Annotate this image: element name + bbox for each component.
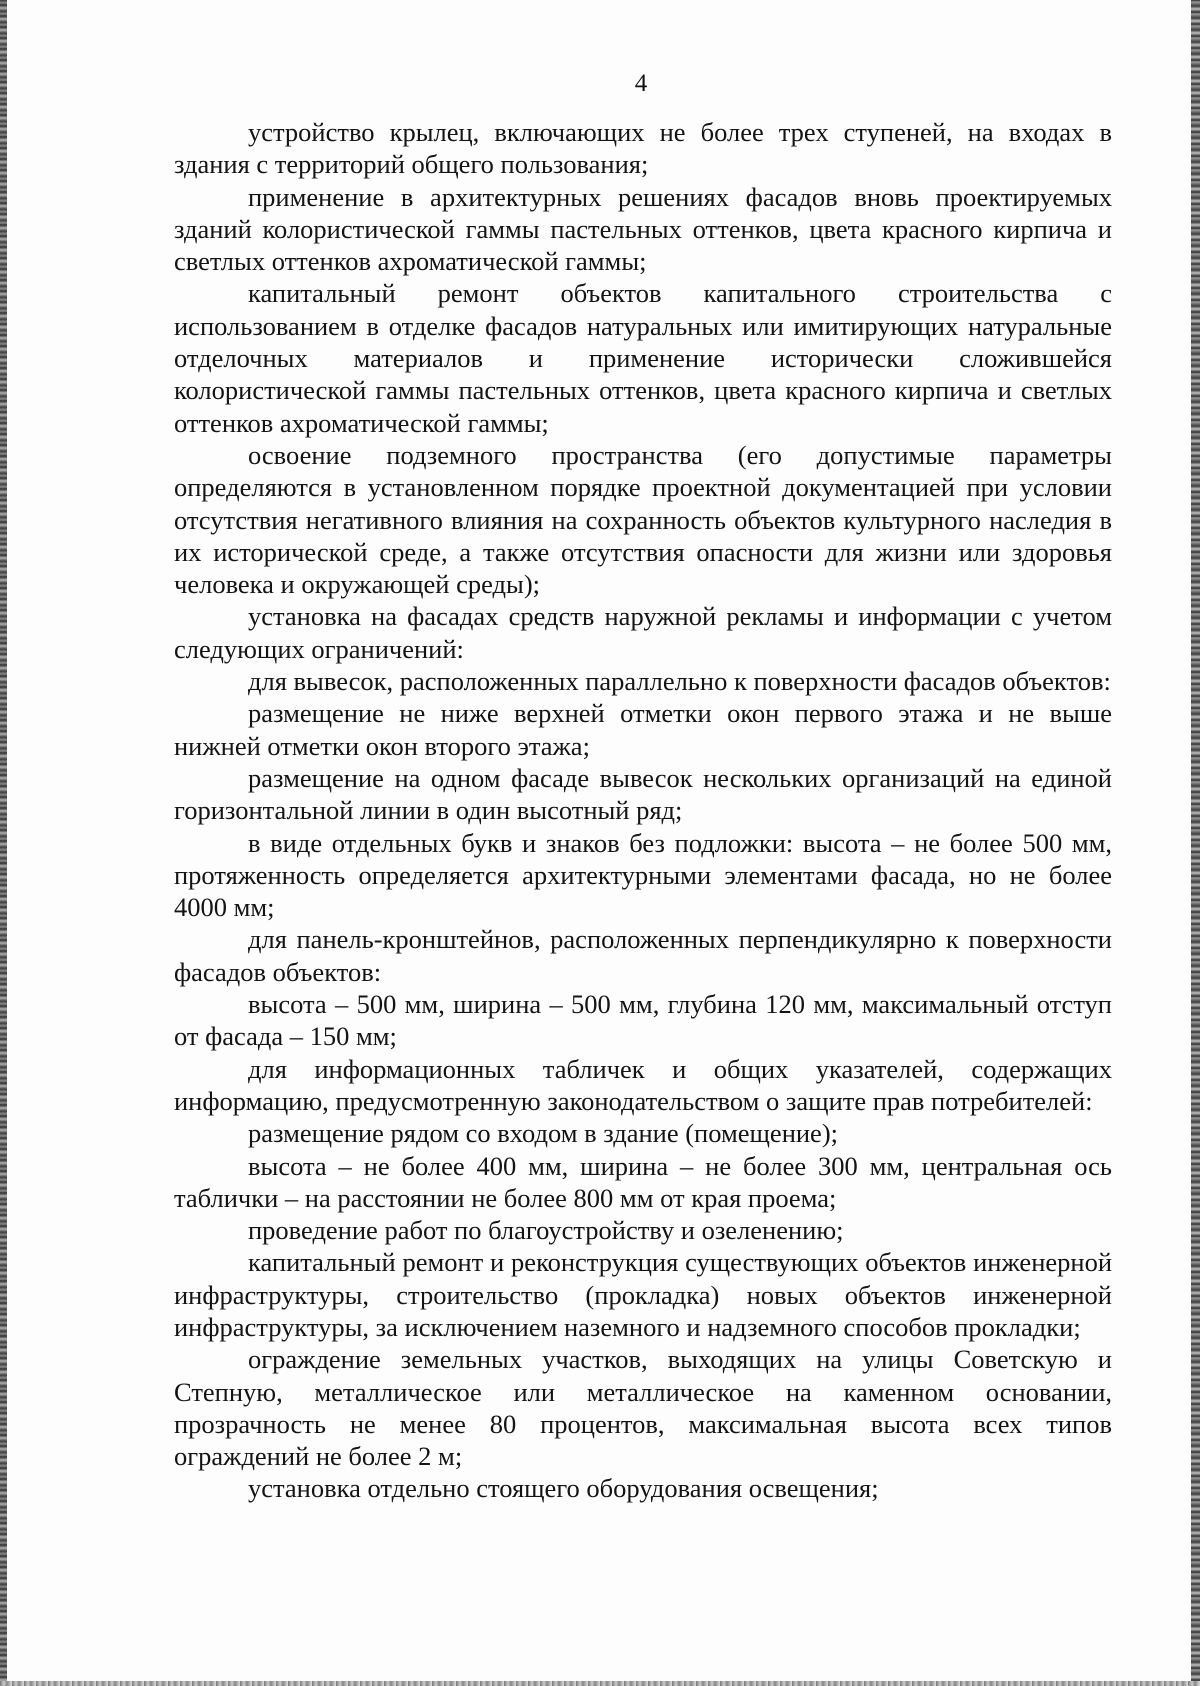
paragraph: для панель-кронштейнов, расположенных перпендикулярно к поверхности фасадов объектов:	[174, 924, 1112, 987]
paragraph: размещение на одном фасаде вывесок нескольких организаций на единой горизонтальной линии в один высотный ряд;	[174, 762, 1112, 826]
paragraph: размещение не ниже верхней отметки окон первого этажа и не выше нижней отметки окон второго этажа;	[174, 698, 1112, 761]
paragraph: размещение рядом со входом в здание (помещение);	[248, 1118, 839, 1149]
paragraph: для вывесок, расположенных параллельно к поверхности фасадов объектов:	[248, 666, 1111, 697]
paragraph: высота – 500 мм, ширина – 500 мм, глубина 120 мм, максимальный отступ от фасада – 150 мм;	[174, 989, 1112, 1052]
paragraph: в виде отдельных букв и знаков без подложки: высота – не более 500 мм, протяженность определяется архитектурными элементами фасада, но не более 4000 мм;	[174, 827, 1112, 923]
scan-edge-left	[0, 0, 7, 1686]
paragraph: освоение подземного пространства (его допустимые параметры определяются в установленном порядке проектной документацией при условии отсутствия негативного влияния на сохранность объектов культурного наследия в их исторической среде, а также отсутствия опасности для жизни или здоровья человека и окружающей среды);	[174, 439, 1112, 600]
paragraph: устройство крылец, включающих не более трех ступеней, на входах в здания с территорий общего пользования;	[174, 117, 1112, 180]
paragraph: высота – не более 400 мм, ширина – не более 300 мм, центральная ось таблички – на расстоянии не более 800 мм от края проема;	[174, 1150, 1112, 1213]
paragraph: капитальный ремонт и реконструкция существующих объектов инженерной инфраструктуры, строительство (прокладка) новых объектов инженерной инфраструктуры, за исключением наземного и надземного способов прокладки;	[174, 1247, 1112, 1342]
document-body	[174, 116, 1112, 1505]
scan-edge-right	[1191, 0, 1200, 1686]
paragraph: проведение работ по благоустройству и озеленению;	[248, 1215, 844, 1246]
paragraph: установка на фасадах средств наружной рекламы и информации с учетом следующих ограничений:	[174, 601, 1112, 664]
paragraph: капитальный ремонт объектов капитального строительства с использованием в отделке фасадов натуральных или имитирующих натуральные отделочных материалов и применение исторически сложившейся колористической гаммы пастельных оттенков, цвета красного кирпича и светлых оттенков ахроматической гаммы;	[174, 278, 1112, 438]
paragraph: установка отдельно стоящего оборудования освещения;	[248, 1473, 879, 1504]
paragraph: применение в архитектурных решениях фасадов вновь проектируемых зданий колористической гаммы пастельных оттенков, цвета красного кирпича и светлых оттенков ахроматической гаммы;	[174, 181, 1112, 277]
page-number: 4	[634, 70, 648, 97]
scan-edge-bottom	[0, 1681, 1200, 1686]
paragraph: для информационных табличек и общих указателей, содержащих информацию, предусмотренную законодательством о защите прав потребителей:	[174, 1053, 1112, 1116]
paragraph: ограждение земельных участков, выходящих на улицы Советскую и Степную, металлическое или металлическое на каменном основании, прозрачность не менее 80 процентов, максимальная высота всех типов ограждений не более 2 м;	[174, 1344, 1112, 1472]
